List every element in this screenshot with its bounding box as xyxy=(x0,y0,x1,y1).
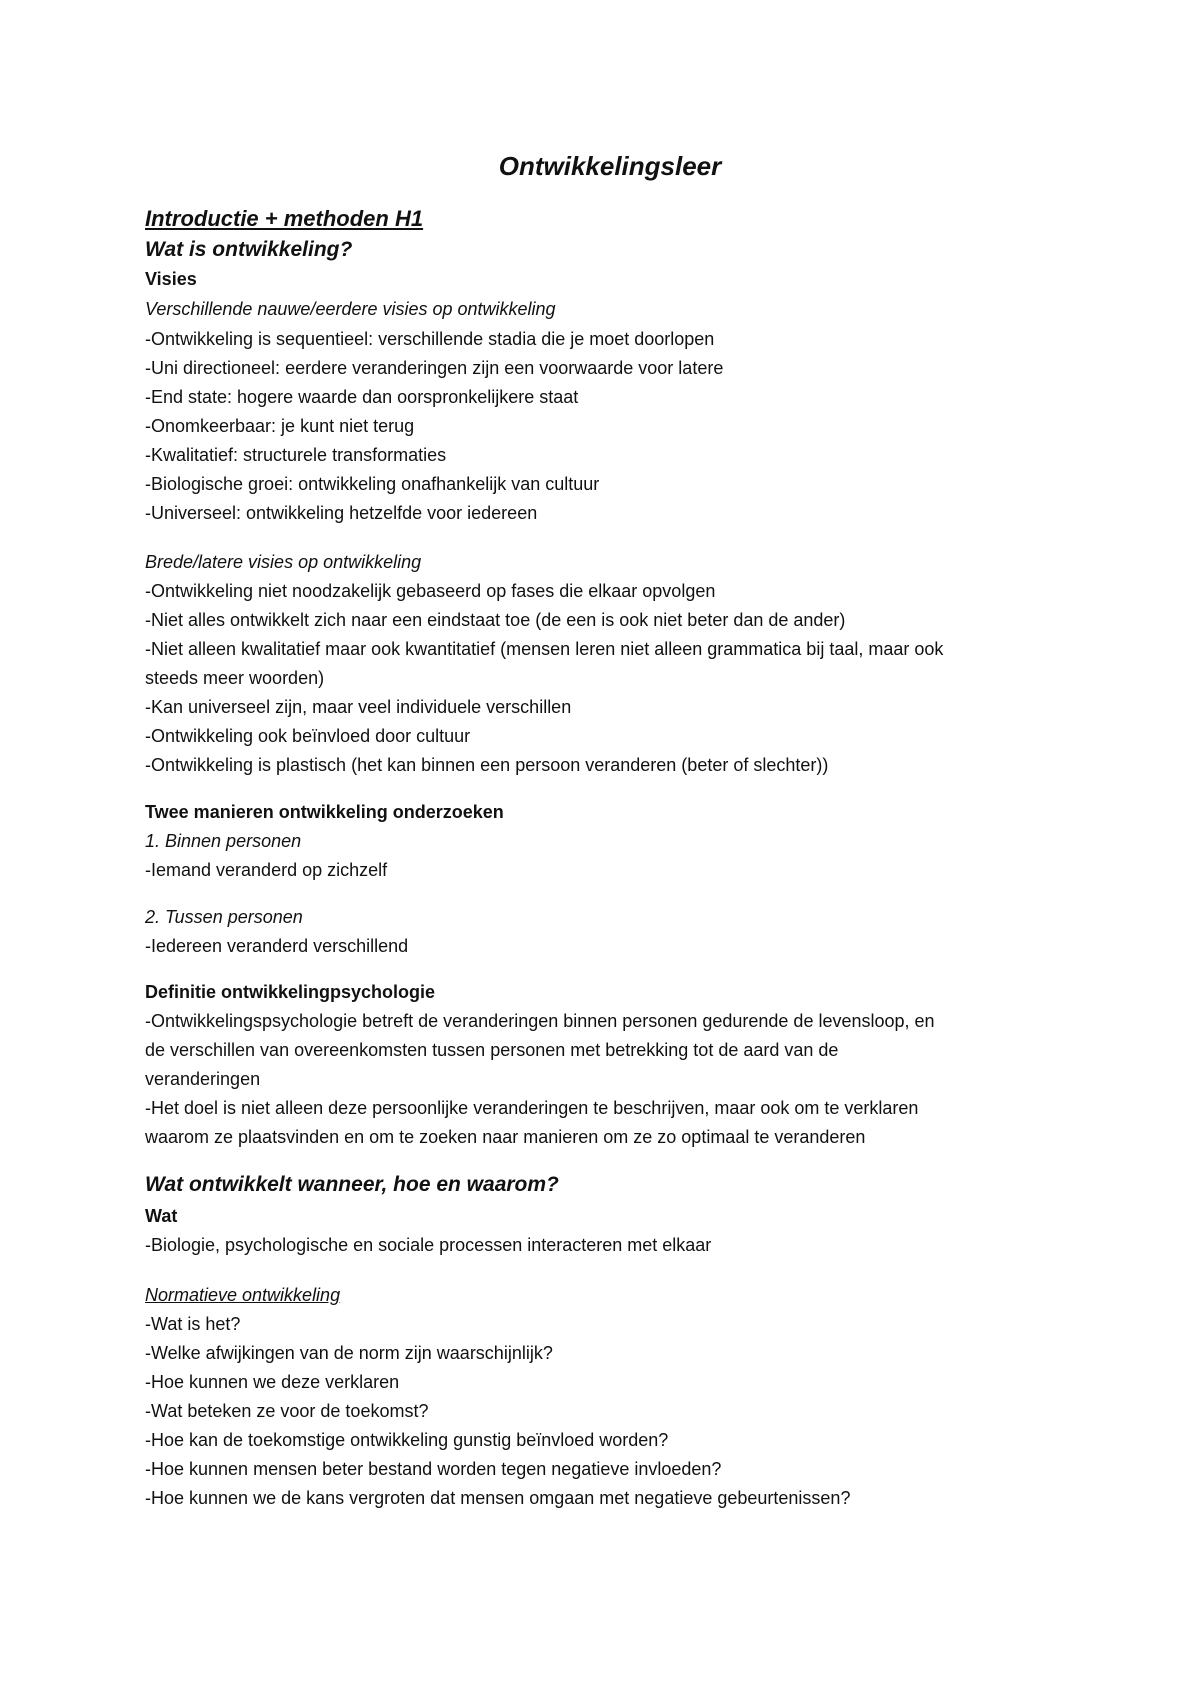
label-binnen-personen: 1. Binnen personen xyxy=(145,831,302,851)
list-item: -Hoe kunnen we deze verklaren xyxy=(145,1372,400,1392)
list-item: -Ontwikkeling is plastisch (het kan binnen een persoon veranderen (beter of slechter)) xyxy=(145,755,829,775)
list-item: -Ontwikkeling ook beïnvloed door cultuur xyxy=(145,726,471,746)
label-tussen-personen: 2. Tussen personen xyxy=(145,907,303,927)
subheading-wat-is-ontwikkeling: Wat is ontwikkeling? xyxy=(145,238,353,261)
list-item: -Biologische groei: ontwikkeling onafhankelijk van cultuur xyxy=(145,474,600,494)
heading-visies: Visies xyxy=(145,269,197,289)
list-item: -Welke afwijkingen van de norm zijn waarschijnlijk? xyxy=(145,1343,553,1363)
list-item: -Onomkeerbaar: je kunt niet terug xyxy=(145,416,415,436)
list-item: -Niet alleen kwalitatief maar ook kwantitatief (mensen leren niet alleen grammatica bij taal, maar ook xyxy=(145,639,944,659)
list-item: -Ontwikkeling niet noodzakelijk gebaseerd op fases die elkaar opvolgen xyxy=(145,581,716,601)
list-item: -Hoe kunnen we de kans vergroten dat mensen omgaan met negatieve gebeurtenissen? xyxy=(145,1488,851,1508)
paragraph-line: de verschillen van overeenkomsten tussen personen met betrekking tot de aard van de xyxy=(145,1040,839,1060)
list-item: -Uni directioneel: eerdere veranderingen zijn een voorwaarde voor latere xyxy=(145,358,724,378)
heading-wat: Wat xyxy=(145,1206,178,1226)
paragraph-line: waarom ze plaatsvinden en om te zoeken naar manieren om ze zo optimaal te veranderen xyxy=(145,1127,866,1147)
list-item: -Universeel: ontwikkeling hetzelfde voor iedereen xyxy=(145,503,538,523)
text-binnen-personen: -Iemand veranderd op zichzelf xyxy=(145,860,388,880)
list-item: -Kan universeel zijn, maar veel individuele verschillen xyxy=(145,697,572,717)
list-item: -Wat is het? xyxy=(145,1314,241,1334)
list-item: -Niet alles ontwikkelt zich naar een eindstaat toe (de een is ook niet beter dan de ander) xyxy=(145,610,846,630)
list-item: -Kwalitatief: structurele transformaties xyxy=(145,445,447,465)
heading-definitie: Definitie ontwikkelingpsychologie xyxy=(145,982,436,1002)
section-heading-introductie: Introductie + methoden H1 xyxy=(145,206,424,231)
heading-twee-manieren: Twee manieren ontwikkeling onderzoeken xyxy=(145,802,504,822)
list-item: -Hoe kan de toekomstige ontwikkeling gunstig beïnvloed worden? xyxy=(145,1430,669,1450)
paragraph-line: -Ontwikkelingspsychologie betreft de veranderingen binnen personen gedurende de levensloop, en xyxy=(145,1011,935,1031)
label-normatieve-ontwikkeling: Normatieve ontwikkeling xyxy=(145,1285,341,1305)
list-item: -End state: hogere waarde dan oorspronkelijkere staat xyxy=(145,387,579,407)
label-nauwe-visies: Verschillende nauwe/eerdere visies op ontwikkeling xyxy=(145,299,556,319)
list-item: -Hoe kunnen mensen beter bestand worden tegen negatieve invloeden? xyxy=(145,1459,722,1479)
document-title: Ontwikkelingsleer xyxy=(498,151,722,181)
section-heading-wat-ontwikkelt: Wat ontwikkelt wanneer, hoe en waarom? xyxy=(145,1173,559,1196)
paragraph-line: veranderingen xyxy=(145,1069,261,1089)
list-item: -Wat beteken ze voor de toekomst? xyxy=(145,1401,429,1421)
label-brede-visies: Brede/latere visies op ontwikkeling xyxy=(145,552,422,572)
list-item: -Ontwikkeling is sequentieel: verschillende stadia die je moet doorlopen xyxy=(145,329,715,349)
text-tussen-personen: -Iedereen veranderd verschillend xyxy=(145,936,409,956)
paragraph-line: -Het doel is niet alleen deze persoonlijke veranderingen te beschrijven, maar ook om te verklaren xyxy=(145,1098,919,1118)
list-item: steeds meer woorden) xyxy=(145,668,325,688)
text-wat: -Biologie, psychologische en sociale processen interacteren met elkaar xyxy=(145,1235,712,1255)
